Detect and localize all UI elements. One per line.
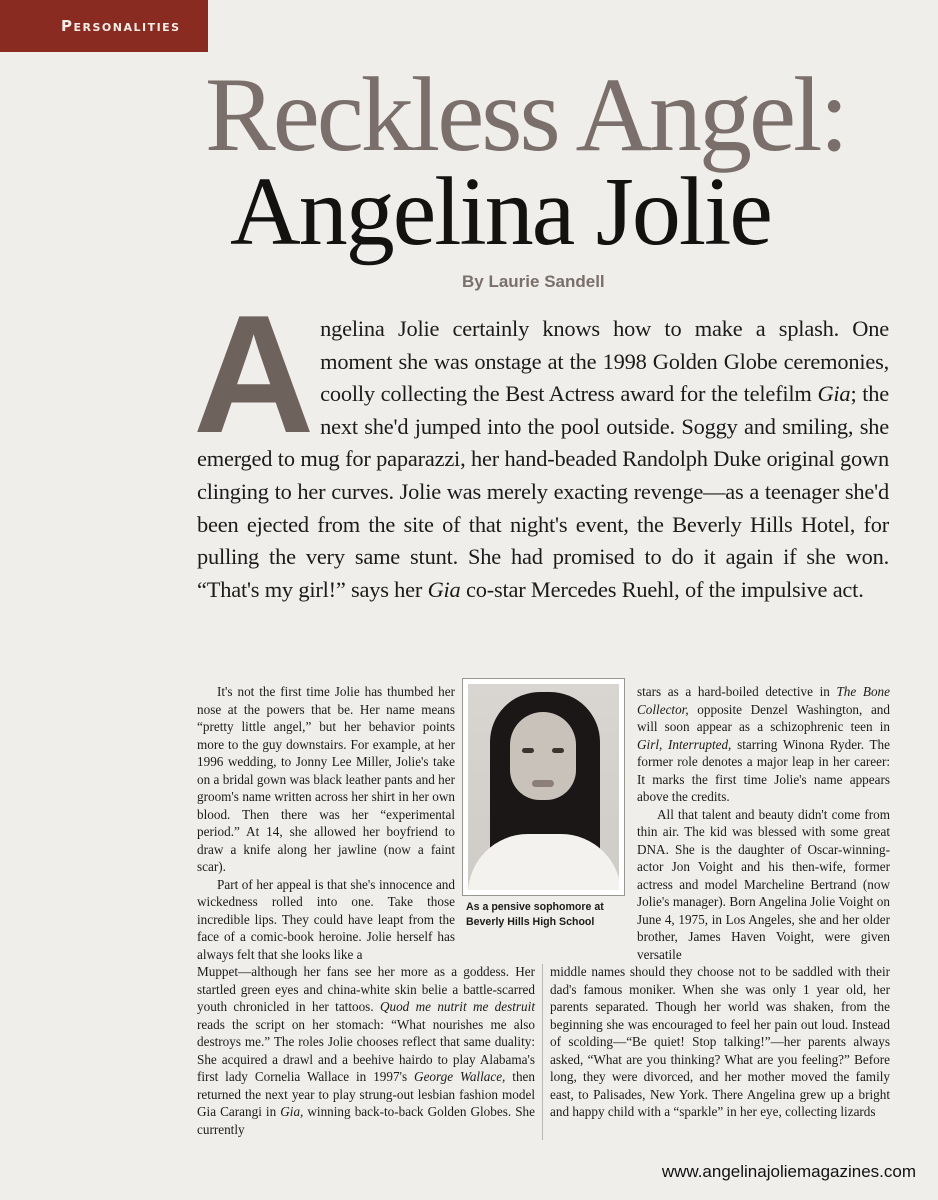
lead-italic-title: Gia bbox=[427, 576, 461, 602]
body-text: reads the script on her stomach: “What nourishes me also destroys me.” The roles Jolie chooses reflect that same duality: She acquired a drawl and a beehive hairdo to play Alabama's first lady Cornelia Wallace in 1997's bbox=[197, 1016, 535, 1084]
body-column-1 bbox=[197, 683, 455, 963]
headline-line-1: Reckless Angel: bbox=[205, 56, 846, 173]
body-text: Muppet—although her fans see her more as a goddess. Her startled green eyes and china-white skin belie a battle-scarred youth chronicled in her tattoos. bbox=[197, 964, 535, 1014]
body-text: opposite Denzel Washington, and will soon appear as a schizophrenic teen in bbox=[637, 701, 890, 734]
column-divider bbox=[542, 964, 543, 1140]
body-column-1-lower bbox=[197, 963, 535, 1138]
body-italic: The Bone Collector, bbox=[637, 684, 890, 717]
lead-italic-title: Gia bbox=[817, 381, 851, 407]
watermark: www.angelinajoliemagazines.com bbox=[661, 1162, 916, 1181]
body-italic: Girl, Interrupted, bbox=[637, 736, 732, 752]
body-paragraph bbox=[197, 963, 535, 1138]
body-text: stars as a hard-boiled detective in bbox=[637, 684, 837, 699]
portrait-image bbox=[468, 684, 619, 890]
portrait-photo bbox=[462, 678, 625, 896]
body-column-2-lower: middle names should they choose not to be saddled with their dad's famous moniker. When she was only 1 year old, her parents separated. Though her world was shaken, from the beginning she was encouraged to feel her pain out loud. Instead of scolding—“Be quiet! Stop talking!”—her parents always asked, “What are you thinking? What are you feeling?” Before long, they were divorced, and her mother moved the family east, to Palisades, New York. There Angelina grew up a bright and happy child with a “sparkle” in her eye, collecting lizards bbox=[550, 964, 890, 1119]
body-italic: Quod me nutrit me destruit bbox=[379, 999, 535, 1014]
body-paragraph: Part of her appeal is that she's innocence and wickedness rolled into one. Take those incredible lips. They could have leapt from the face of a comic-book heroine. Jolie herself has always felt that she looks like a bbox=[197, 876, 455, 962]
body-paragraph: All that talent and beauty didn't come from thin air. The kid was blessed with some great DNA. She is the daughter of Oscar-winning-actor Jon Voight and his then-wife, former actress and model Marcheline Bertrand (now Jolie's manager). Born Angelina Jolie Voight on June 4, 1975, in Los Angeles, she and her older brother, James Haven Voight, were given versatile bbox=[637, 806, 890, 962]
lead-text: co-star Mercedes Ruehl, of the impulsive act. bbox=[460, 576, 864, 602]
body-paragraph: It's not the first time Jolie has thumbed her nose at the powers that be. Her name means “pretty little angel,” but her behavior points more to the guy downstairs. For example, at her 1996 wedding, to Jonny Lee Miller, Jolie's take on a bridal gown was black leather pants and her groom's name written across her shirt in her own blood. Then there was her “experimental period.” At 14, she allowed her boyfriend to draw a knife along her jawline (now a faint scar). bbox=[197, 684, 455, 874]
drop-cap: A bbox=[193, 280, 315, 468]
body-column-3 bbox=[637, 683, 890, 963]
body-italic: George Wallace, bbox=[414, 1069, 506, 1084]
photo-caption: As a pensive sophomore at Beverly Hills High School bbox=[466, 901, 604, 928]
body-text: starring Winona Ryder. The former role denotes a major leap in her career: It marks the first time Jolie's name appears above the credits. bbox=[637, 736, 890, 804]
byline: By Laurie Sandell bbox=[462, 272, 605, 291]
body-text: then returned the next year to play strung-out lesbian fashion model Gia Carangi in bbox=[197, 1069, 535, 1119]
body-paragraph bbox=[637, 683, 890, 806]
lead-text: ; the next she'd jumped into the pool outside. Soggy and smiling, she emerged to mug for paparazzi, her hand-beaded Randolph Duke original gown clinging to her curves. Jolie was merely exacting revenge—as a teenager she'd been ejected from the site of that night's event, the Beverly Hills Hotel, for pulling the very same stunt. She had promised to do it again if she won. “That's my girl!” says her bbox=[197, 381, 889, 602]
section-label: Personalities bbox=[0, 0, 208, 52]
lead-text: ngelina Jolie certainly knows how to make a splash. One moment she was onstage at the 1998 Golden Globe ceremonies, coolly collecting the Best Actress award for the telefilm bbox=[320, 316, 889, 407]
body-text: winning back-to-back Golden Globes. She currently bbox=[197, 1104, 535, 1137]
headline-line-2: Angelina Jolie bbox=[230, 158, 771, 266]
body-italic: Gia, bbox=[280, 1104, 304, 1119]
